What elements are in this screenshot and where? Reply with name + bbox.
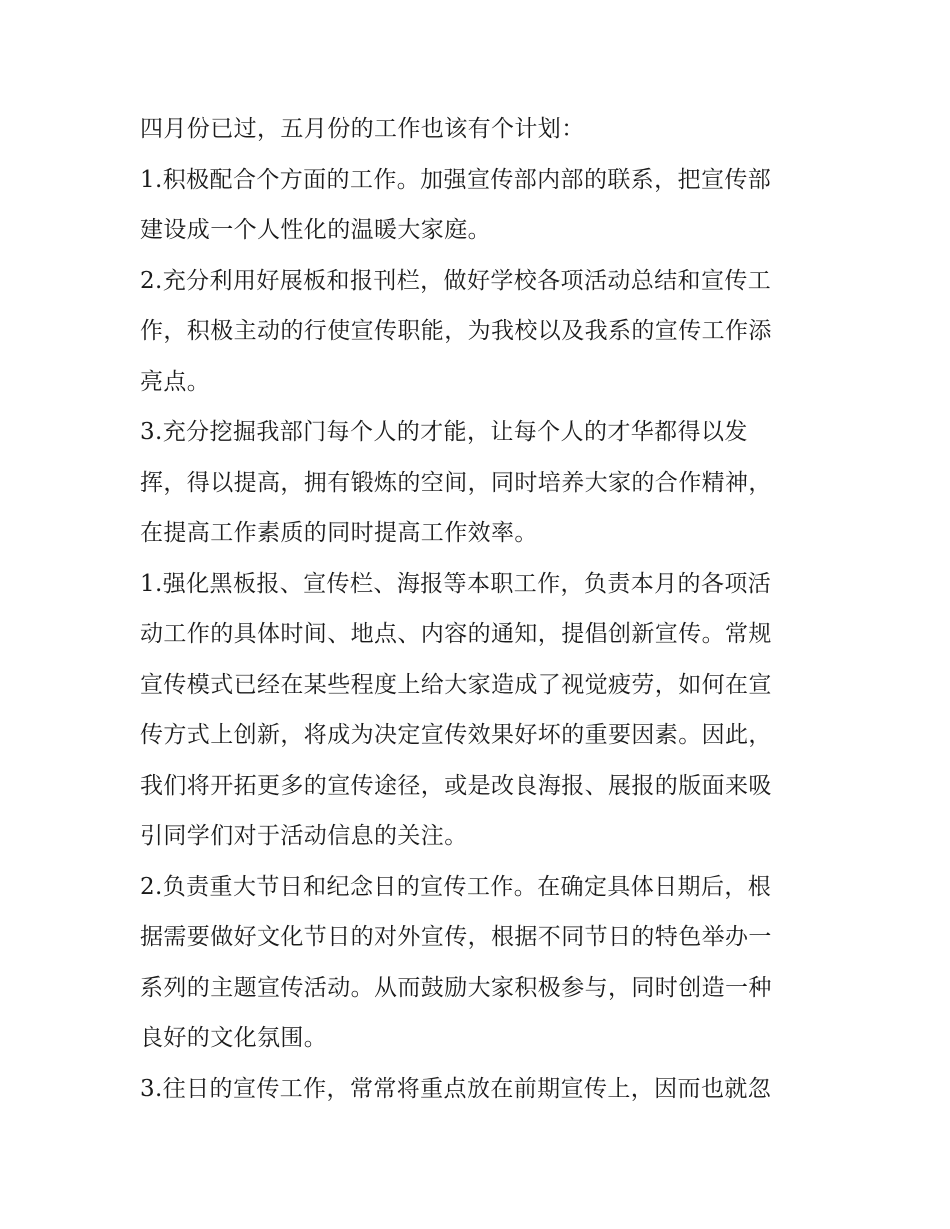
text-line: 作，积极主动的行使宣传职能，为我校以及我系的宣传工作添 [140,318,772,344]
text-line: 挥，得以提高，拥有锻炼的空间，同时培养大家的合作精神， [140,469,772,496]
text-line: 1.积极配合个方面的工作。加强宣传部内部的联系，把宣传部 [140,166,772,193]
text-line: 良好的文化氛围。 [140,1025,328,1051]
text-line: 2.充分利用好展板和报刊栏，做好学校各项活动总结和宣传工 [140,267,772,294]
text-line: 宣传模式已经在某些程度上给大家造成了视觉疲劳，如何在宣 [140,671,772,698]
text-line: 系列的主题宣传活动。从而鼓励大家积极参与，同时创造一种 [140,974,772,1001]
text-line: 亮点。 [140,368,211,395]
text-line: 四月份已过，五月份的工作也该有个计划： [140,116,585,142]
text-line: 3.往日的宣传工作，常常将重点放在前期宣传上，因而也就忽 [140,1075,772,1102]
text-line: 我们将开拓更多的宣传途径，或是改良海报、展报的版面来吸 [140,772,772,799]
text-line: 传方式上创新，将成为决定宣传效果好坏的重要因素。因此， [140,722,772,748]
text-line: 1.强化黑板报、宣传栏、海报等本职工作，负责本月的各项活 [140,570,772,597]
text-line: 3.充分挖掘我部门每个人的才能，让每个人的才华都得以发 [140,419,748,445]
text-line: 动工作的具体时间、地点、内容的通知，提倡创新宣传。常规 [140,621,772,647]
text-line: 引同学们对于活动信息的关注。 [140,823,468,849]
text-line: 建设成一个人性化的温暖大家庭。 [140,217,491,243]
text-line: 2.负责重大节日和纪念日的宣传工作。在确定具体日期后，根 [140,873,772,900]
text-line: 在提高工作素质的同时提高工作效率。 [140,520,538,546]
document-body [140,104,820,1114]
text-line: 据需要做好文化节日的对外宣传，根据不同节日的特色举办一 [140,924,772,950]
